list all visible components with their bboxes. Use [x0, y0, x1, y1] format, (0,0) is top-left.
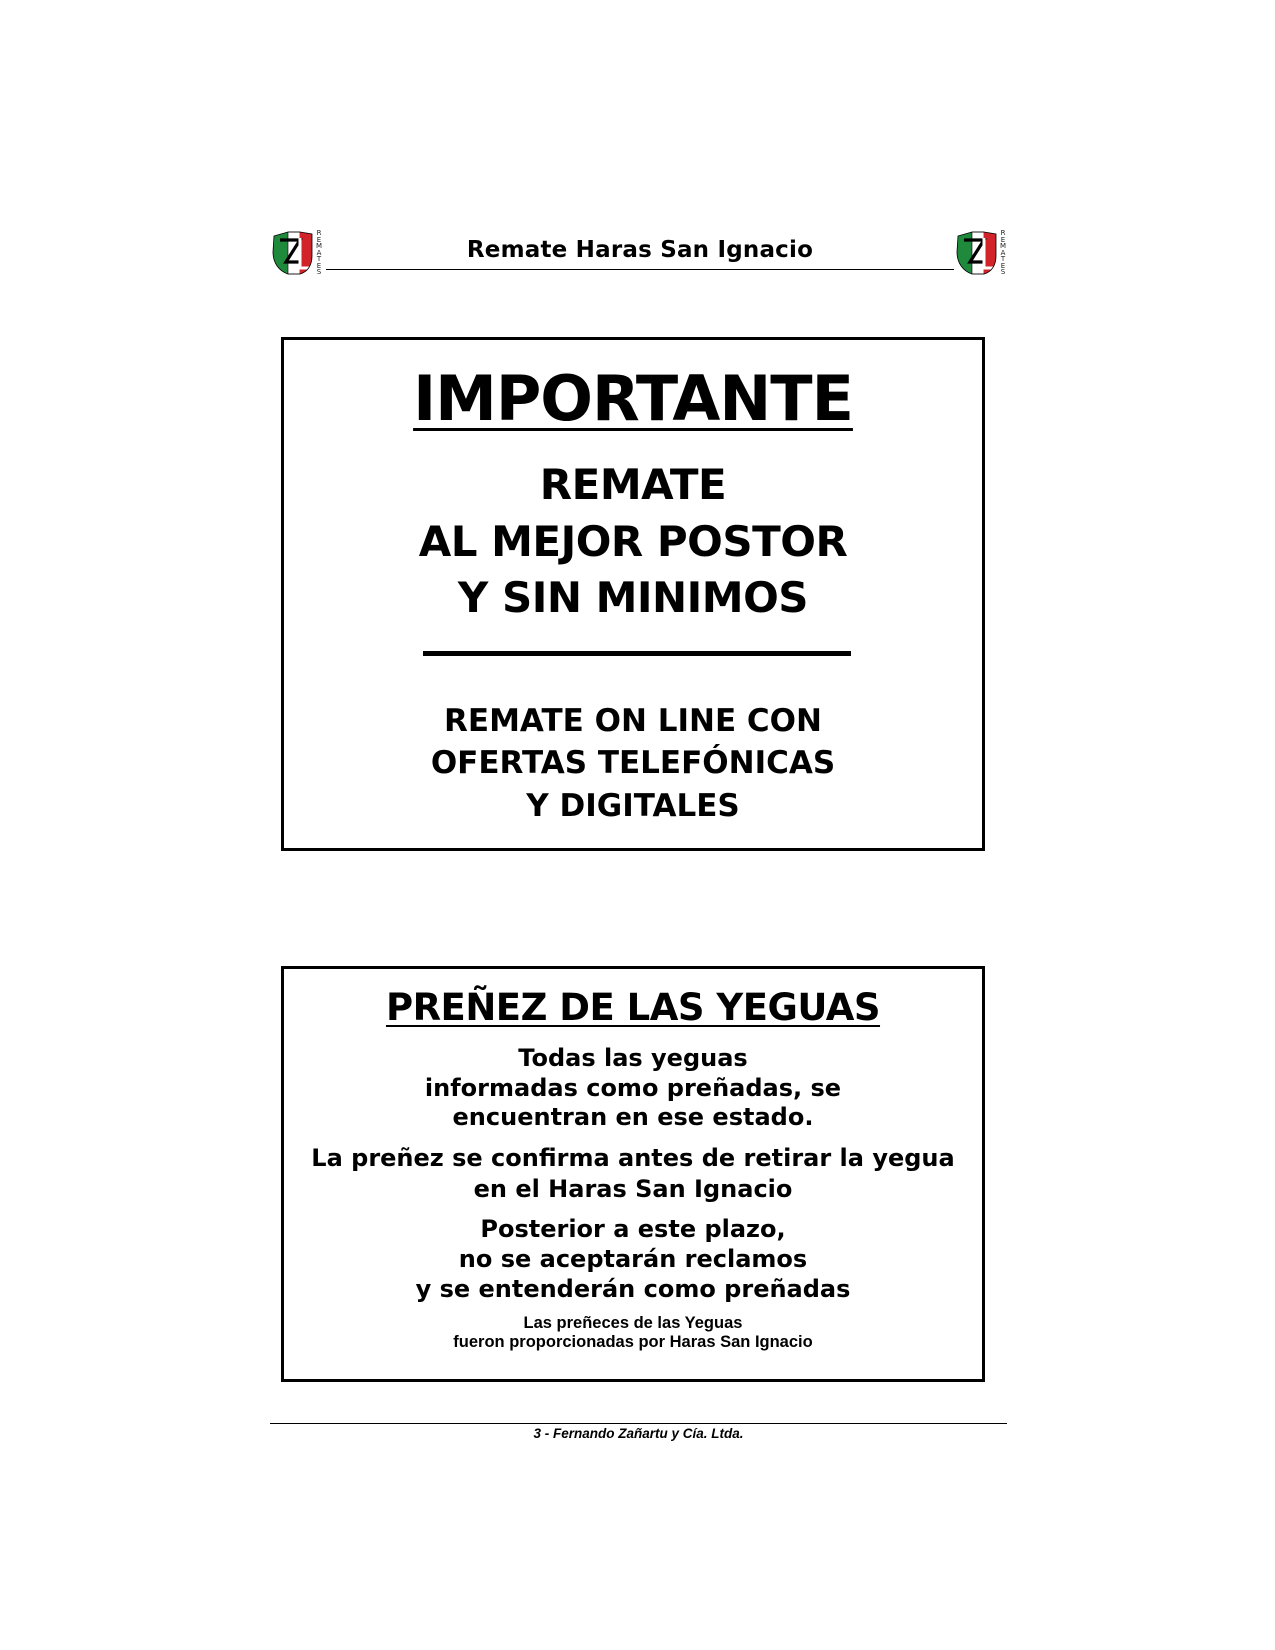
prenez-line: no se aceptarán reclamos — [458, 1245, 808, 1273]
prenez-note-line: Las preñeces de las Yeguas — [523, 1314, 743, 1332]
logo-vertical-text: R E M A T E S — [315, 229, 323, 276]
prenez-note-line: fueron proporcionadas por Haras San Ignacio — [453, 1333, 813, 1351]
online-line: REMATE ON LINE CON — [444, 703, 822, 739]
importante-line: AL MEJOR POSTOR — [418, 517, 848, 566]
logo-vertical-text: R E M A T E S — [999, 229, 1007, 276]
importante-title — [284, 364, 982, 434]
prenez-line: encuentran en ese estado. — [452, 1103, 814, 1131]
zl-remates-logo-right — [954, 228, 1010, 278]
header-title: Remate Haras San Ignacio — [466, 237, 814, 263]
prenez-title-text: PREÑEZ DE LAS YEGUAS — [385, 986, 881, 1029]
prenez-line: La preñez se confirma antes de retirar la yegua — [311, 1144, 955, 1172]
footer-rule — [270, 1423, 1007, 1424]
footer-text: 3 - Fernando Zañartu y Cía. Ltda. — [533, 1426, 744, 1441]
header-rule — [326, 269, 954, 270]
importante-line: Y SIN MINIMOS — [457, 573, 809, 622]
prenez-box — [281, 966, 985, 1382]
prenez-title — [284, 985, 982, 1031]
shield-logo-icon — [954, 228, 1000, 278]
prenez-line: Posterior a este plazo, — [480, 1215, 786, 1243]
prenez-line: y se entenderán como preñadas — [415, 1275, 851, 1303]
online-line: Y DIGITALES — [526, 788, 740, 824]
prenez-line: en el Haras San Ignacio — [473, 1175, 793, 1203]
prenez-line: informadas como preñadas, se — [424, 1074, 842, 1102]
importante-title-text: IMPORTANTE — [413, 362, 853, 435]
prenez-line: Todas las yeguas — [518, 1044, 748, 1072]
section-divider — [423, 651, 851, 656]
importante-line: REMATE — [539, 460, 727, 509]
importante-box — [281, 337, 985, 851]
page-header — [270, 228, 1010, 278]
online-line: OFERTAS TELEFÓNICAS — [430, 745, 836, 781]
